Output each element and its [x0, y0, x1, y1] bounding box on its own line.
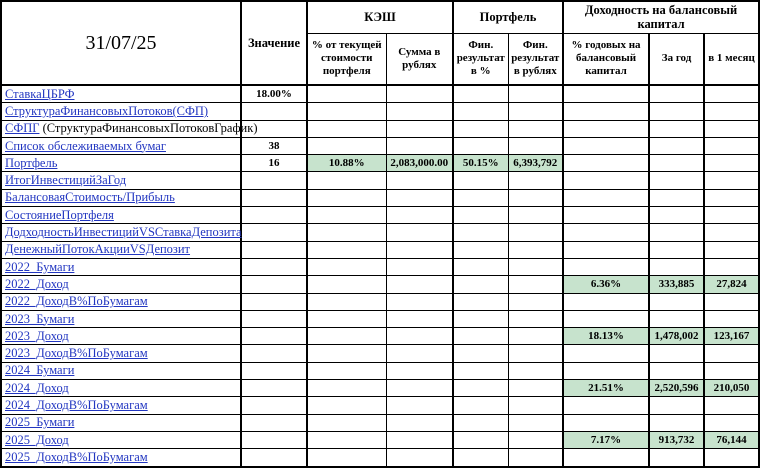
cell-fin-rub: [508, 137, 563, 154]
cell-cash-rub: [386, 293, 453, 310]
cell-cash-rub: [386, 414, 453, 431]
row-label-cell: [1, 172, 241, 189]
row-link[interactable]: 2024_ДоходВ%ПоБумагам: [5, 397, 148, 412]
cell-yield-pct: 18.13%: [563, 328, 649, 345]
cell-yield-pct: [563, 137, 649, 154]
cell-cash-rub: [386, 224, 453, 241]
report-date: 31/07/25: [1, 1, 241, 85]
cell-cash-rub: [386, 397, 453, 414]
row-link[interactable]: СостояниеПортфеля: [5, 207, 114, 222]
row-link[interactable]: 2024_Доход: [5, 380, 69, 395]
cell-fin-rub: [508, 310, 563, 327]
row-link[interactable]: ИтогИнвестицийЗаГод: [5, 173, 127, 188]
cell-yield-month: [704, 85, 759, 103]
row-link[interactable]: 2025_Бумаги: [5, 415, 75, 430]
cell-yield-pct: [563, 189, 649, 206]
cell-fin-rub: [508, 397, 563, 414]
row-label-cell: [1, 345, 241, 362]
cell-value: [241, 362, 307, 379]
row-label-cell: [1, 414, 241, 431]
cell-yield-year: [649, 137, 704, 154]
cell-value: [241, 258, 307, 275]
cell-value: 38: [241, 137, 307, 154]
cell-fin-rub: [508, 103, 563, 120]
cell-cash-pct: [307, 120, 386, 137]
cell-fin-rub: [508, 293, 563, 310]
cell-fin-pct: [453, 207, 508, 224]
cell-yield-pct: [563, 155, 649, 172]
cell-fin-pct: [453, 414, 508, 431]
cell-yield-month: [704, 155, 759, 172]
cell-yield-year: [649, 155, 704, 172]
cell-cash-rub: [386, 103, 453, 120]
cell-fin-rub: [508, 120, 563, 137]
cell-yield-month: [704, 310, 759, 327]
cell-yield-year: [649, 189, 704, 206]
cell-fin-rub: [508, 241, 563, 258]
cell-value: [241, 310, 307, 327]
cell-cash-pct: [307, 328, 386, 345]
table-row: [1, 258, 759, 275]
cell-yield-month: [704, 362, 759, 379]
cell-yield-pct: [563, 449, 649, 467]
row-link[interactable]: Портфель: [5, 155, 58, 170]
row-link[interactable]: 2023_Доход: [5, 328, 69, 343]
cell-cash-rub: [386, 189, 453, 206]
cell-fin-pct: [453, 103, 508, 120]
column-header-value: Значение: [241, 1, 307, 85]
row-link[interactable]: ДенежныйПотокАкцииVSДепозит: [5, 242, 191, 257]
table-row: [1, 207, 759, 224]
row-label-cell: [1, 362, 241, 379]
cell-cash-pct: [307, 414, 386, 431]
cell-fin-rub: [508, 207, 563, 224]
cell-yield-year: [649, 85, 704, 103]
row-link[interactable]: 2022_Доход: [5, 276, 69, 291]
column-header-yield-pct: % годовых на балансовый капитал: [563, 33, 649, 85]
cell-cash-rub: [386, 310, 453, 327]
cell-cash-pct: [307, 276, 386, 293]
cell-cash-pct: [307, 380, 386, 397]
cell-value: [241, 172, 307, 189]
cell-cash-pct: [307, 449, 386, 467]
cell-fin-pct: [453, 224, 508, 241]
cell-value: [241, 189, 307, 206]
cell-yield-year: [649, 293, 704, 310]
cell-value: [241, 328, 307, 345]
row-label-cell: [1, 397, 241, 414]
table-row: [1, 276, 759, 293]
cell-fin-pct: [453, 310, 508, 327]
row-label-cell: [1, 155, 241, 172]
cell-yield-year: [649, 397, 704, 414]
cell-yield-pct: [563, 258, 649, 275]
cell-cash-pct: [307, 345, 386, 362]
cell-fin-pct: [453, 258, 508, 275]
row-label-cell: [1, 207, 241, 224]
cell-yield-month: [704, 397, 759, 414]
table-row: [1, 85, 759, 103]
cell-yield-year: [649, 258, 704, 275]
cell-fin-rub: [508, 189, 563, 206]
column-header-cash-pct: % от текущей стоимости портфеля: [307, 33, 386, 85]
cell-cash-rub: [386, 85, 453, 103]
cell-cash-rub: 2,083,000.00: [386, 155, 453, 172]
cell-value: [241, 224, 307, 241]
cell-fin-rub: [508, 345, 563, 362]
cell-value: [241, 397, 307, 414]
cell-value: 16: [241, 155, 307, 172]
row-label-cell: [1, 258, 241, 275]
cell-yield-year: [649, 414, 704, 431]
row-label-cell: [1, 449, 241, 467]
cell-cash-pct: [307, 431, 386, 448]
cell-fin-pct: [453, 362, 508, 379]
cell-yield-year: 333,885: [649, 276, 704, 293]
cell-fin-pct: [453, 137, 508, 154]
table-row: [1, 103, 759, 120]
cell-yield-pct: [563, 293, 649, 310]
table-row: [1, 310, 759, 327]
cell-fin-rub: [508, 258, 563, 275]
cell-cash-pct: [307, 172, 386, 189]
cell-yield-pct: [563, 85, 649, 103]
cell-yield-month: [704, 120, 759, 137]
row-label-cell: [1, 276, 241, 293]
cell-value: [241, 103, 307, 120]
table-row: [1, 137, 759, 154]
cell-cash-rub: [386, 258, 453, 275]
cell-cash-rub: [386, 431, 453, 448]
cell-yield-month: [704, 224, 759, 241]
row-link[interactable]: ДодходностьИнвестицийVSСтавкаДепозита: [5, 225, 242, 240]
cell-cash-rub: [386, 120, 453, 137]
row-link[interactable]: БалансоваяСтоимость/Прибыль: [5, 190, 175, 205]
cell-yield-pct: 21.51%: [563, 380, 649, 397]
cell-yield-year: 2,520,596: [649, 380, 704, 397]
cell-fin-pct: [453, 431, 508, 448]
cell-fin-pct: [453, 241, 508, 258]
row-link[interactable]: 2023_Бумаги: [5, 311, 75, 326]
column-header-yield-month: в 1 месяц: [704, 33, 759, 85]
cell-yield-pct: [563, 345, 649, 362]
cell-yield-pct: [563, 362, 649, 379]
table-row: [1, 189, 759, 206]
table-row: [1, 172, 759, 189]
cell-yield-pct: [563, 241, 649, 258]
cell-value: [241, 414, 307, 431]
cell-yield-year: [649, 103, 704, 120]
row-label-cell: [1, 293, 241, 310]
row-link[interactable]: СФПГ: [5, 121, 40, 136]
cell-fin-rub: [508, 172, 563, 189]
cell-yield-month: [704, 103, 759, 120]
table-row: [1, 362, 759, 379]
cell-cash-rub: [386, 172, 453, 189]
table-row: [1, 414, 759, 431]
cell-cash-pct: [307, 189, 386, 206]
cell-fin-pct: [453, 85, 508, 103]
row-link[interactable]: 2024_Бумаги: [5, 363, 75, 378]
cell-cash-pct: [307, 137, 386, 154]
cell-yield-month: [704, 258, 759, 275]
cell-cash-rub: [386, 449, 453, 467]
cell-value: [241, 241, 307, 258]
cell-fin-rub: [508, 414, 563, 431]
table-row: [1, 449, 759, 467]
row-label-cell: [1, 85, 241, 103]
header-group-row: [1, 1, 759, 33]
cell-cash-rub: [386, 137, 453, 154]
cell-yield-month: [704, 293, 759, 310]
row-link[interactable]: 2023_ДоходВ%ПоБумагам: [5, 346, 148, 361]
cell-value: [241, 207, 307, 224]
cell-cash-pct: [307, 207, 386, 224]
cell-fin-rub: [508, 431, 563, 448]
cell-fin-rub: [508, 362, 563, 379]
row-label-cell: [1, 224, 241, 241]
cell-fin-rub: [508, 449, 563, 467]
cell-yield-month: 210,050: [704, 380, 759, 397]
cell-cash-pct: 10.88%: [307, 155, 386, 172]
cell-yield-year: [649, 207, 704, 224]
column-header-fin-pct: Фин. результат в %: [453, 33, 508, 85]
cell-cash-rub: [386, 328, 453, 345]
table-row: [1, 224, 759, 241]
cell-cash-rub: [386, 276, 453, 293]
cell-fin-pct: [453, 172, 508, 189]
table-row: [1, 397, 759, 414]
cell-yield-pct: [563, 414, 649, 431]
table-row: [1, 431, 759, 448]
cell-cash-pct: [307, 293, 386, 310]
cell-cash-pct: [307, 397, 386, 414]
cell-fin-pct: [453, 380, 508, 397]
cell-cash-pct: [307, 310, 386, 327]
row-link[interactable]: 2025_ДоходВ%ПоБумагам: [5, 449, 148, 464]
row-label-cell: [1, 120, 258, 137]
table-row: [1, 328, 759, 345]
table-row: [1, 345, 759, 362]
cell-fin-pct: [453, 449, 508, 467]
row-label-cell: [1, 380, 241, 397]
row-link[interactable]: 2022_Бумаги: [5, 259, 75, 274]
row-label-suffix: (СтруктураФинансовыхПотоковГрафик): [39, 121, 258, 136]
cell-yield-pct: [563, 397, 649, 414]
cell-fin-pct: [453, 276, 508, 293]
cell-yield-year: 913,732: [649, 431, 704, 448]
column-group-portfolio: Портфель: [453, 1, 563, 33]
column-header-fin-rub: Фин. результат в рублях: [508, 33, 563, 85]
cell-cash-pct: [307, 85, 386, 103]
cell-fin-rub: [508, 276, 563, 293]
row-label-cell: [1, 431, 241, 448]
row-label-cell: [1, 103, 241, 120]
cell-yield-month: [704, 345, 759, 362]
column-header-yield-year: За год: [649, 33, 704, 85]
row-label-cell: [1, 328, 241, 345]
cell-fin-pct: [453, 397, 508, 414]
cell-value: [241, 345, 307, 362]
cell-yield-month: 27,824: [704, 276, 759, 293]
cell-value: [241, 276, 307, 293]
cell-yield-year: [649, 345, 704, 362]
cell-value: [241, 380, 307, 397]
row-link[interactable]: Список обслеживаемых бумаг: [5, 138, 166, 153]
cell-fin-pct: [453, 120, 508, 137]
table-row: [1, 380, 759, 397]
cell-yield-year: [649, 310, 704, 327]
cell-fin-pct: [453, 345, 508, 362]
column-group-yield: Доходность на балансовый капитал: [563, 1, 759, 33]
cell-fin-rub: [508, 380, 563, 397]
cell-yield-month: [704, 449, 759, 467]
cell-value: [241, 449, 307, 467]
table-row: [1, 293, 759, 310]
cell-yield-pct: [563, 120, 649, 137]
cell-cash-rub: [386, 207, 453, 224]
table-row: [1, 120, 759, 137]
cell-fin-pct: [453, 328, 508, 345]
cell-fin-rub: [508, 328, 563, 345]
cell-yield-year: 1,478,002: [649, 328, 704, 345]
cell-yield-month: [704, 241, 759, 258]
cell-yield-pct: [563, 310, 649, 327]
row-label-cell: [1, 137, 241, 154]
cell-value: [241, 293, 307, 310]
cell-yield-month: [704, 207, 759, 224]
cell-yield-month: 76,144: [704, 431, 759, 448]
cell-value: [241, 431, 307, 448]
cell-cash-pct: [307, 103, 386, 120]
cell-yield-year: [649, 449, 704, 467]
row-label-cell: [1, 241, 241, 258]
cell-yield-month: [704, 189, 759, 206]
cell-cash-pct: [307, 362, 386, 379]
cell-yield-month: [704, 137, 759, 154]
row-link[interactable]: 2025_Доход: [5, 432, 69, 447]
row-link[interactable]: 2022_ДоходВ%ПоБумагам: [5, 294, 148, 309]
cell-yield-year: [649, 362, 704, 379]
cell-yield-month: 123,167: [704, 328, 759, 345]
cell-yield-year: [649, 172, 704, 189]
cell-fin-pct: [453, 293, 508, 310]
cell-fin-rub: 6,393,792: [508, 155, 563, 172]
cell-yield-year: [649, 241, 704, 258]
row-link[interactable]: СтавкаЦБРФ: [5, 86, 75, 101]
cell-yield-pct: [563, 103, 649, 120]
table-row: [1, 155, 759, 172]
row-link[interactable]: СтруктураФинансовыхПотоков(СФП): [5, 103, 209, 118]
cell-cash-rub: [386, 362, 453, 379]
cell-fin-rub: [508, 85, 563, 103]
cell-fin-rub: [508, 224, 563, 241]
cell-yield-month: [704, 172, 759, 189]
cell-cash-pct: [307, 258, 386, 275]
cell-yield-pct: [563, 224, 649, 241]
cell-yield-pct: [563, 172, 649, 189]
cell-yield-pct: 7.17%: [563, 431, 649, 448]
cell-yield-month: [704, 414, 759, 431]
cell-cash-pct: [307, 241, 386, 258]
cell-cash-pct: [307, 224, 386, 241]
cell-cash-rub: [386, 345, 453, 362]
row-label-cell: [1, 310, 241, 327]
cell-cash-rub: [386, 241, 453, 258]
cell-yield-pct: 6.36%: [563, 276, 649, 293]
column-group-cash: КЭШ: [307, 1, 453, 33]
cell-fin-pct: 50.15%: [453, 155, 508, 172]
row-label-cell: [1, 189, 241, 206]
cell-yield-pct: [563, 207, 649, 224]
cell-value: 18.00%: [241, 85, 307, 103]
cell-yield-year: [649, 224, 704, 241]
cell-fin-pct: [453, 189, 508, 206]
cell-cash-rub: [386, 380, 453, 397]
table-body: [1, 85, 759, 467]
table-row: [1, 241, 759, 258]
cell-yield-year: [649, 120, 704, 137]
column-header-cash-rub: Сумма в рублях: [386, 33, 453, 85]
